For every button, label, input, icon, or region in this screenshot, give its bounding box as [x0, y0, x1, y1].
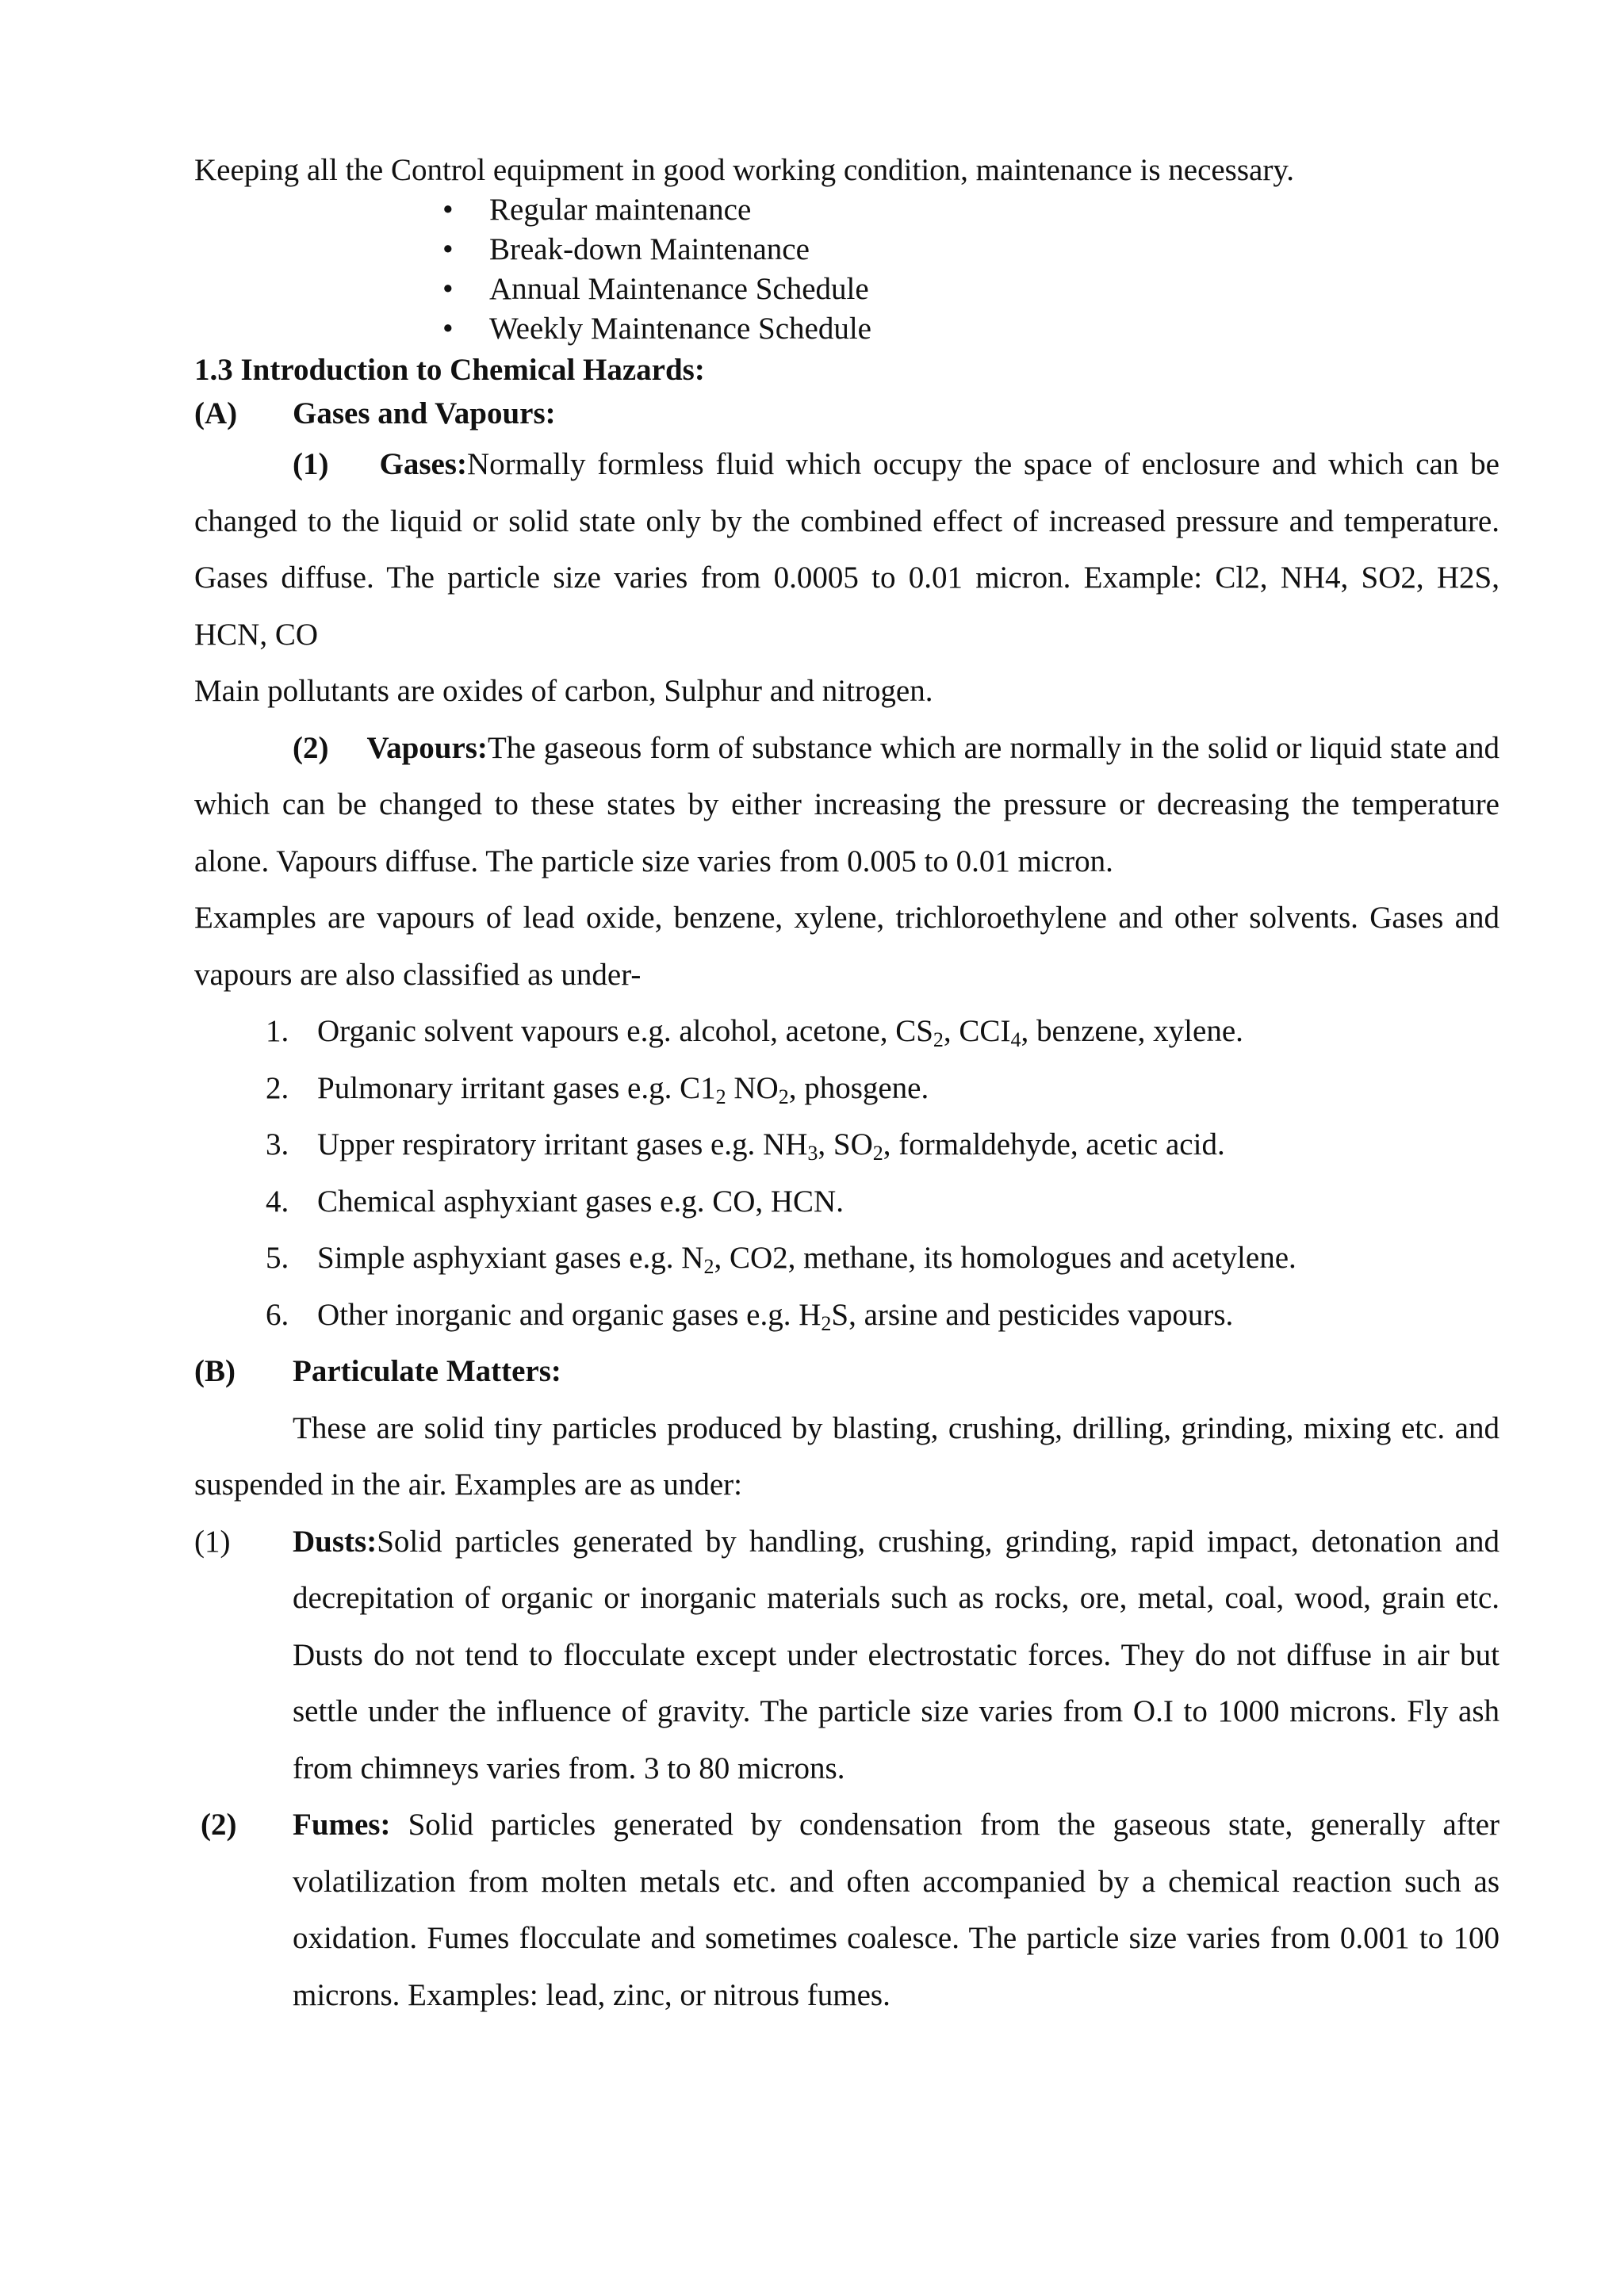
bullet-icon: • [442, 272, 454, 306]
part-b-label: (B) [194, 1354, 236, 1388]
list-item: 6. Other inorganic and organic gases e.g. $H_2S$, arsine and pesticides vapours. [266, 1297, 1234, 1335]
bullet-icon: • [442, 312, 454, 346]
intro-paragraph: Keeping all the Control equipment in good working condition, maintenance is necessary. [194, 153, 1295, 187]
part-a-title: Gases and Vapours: [293, 396, 556, 430]
part-b-heading [194, 1343, 1500, 1400]
dusts-label: (1) [194, 1524, 231, 1559]
document-page [194, 151, 1500, 2023]
part-b-intro: These are solid tiny particles produced by blasting, crushing, drilling, grinding, mixing etc. and suspended in the air. Examples are as under: [194, 1410, 1500, 1502]
vapours-paragraph [194, 720, 1500, 890]
vapours-term: Vapours: [366, 730, 488, 765]
list-item: • Break-down Maintenance [194, 230, 1500, 270]
fumes-label: (2) [201, 1808, 237, 1842]
list-item: 3. Upper respiratory irritant gases e.g. $NH_3$, $SO_2$, formaldehyde, acetic acid. [266, 1127, 1225, 1165]
maintenance-list [194, 190, 1500, 349]
gases-term: Gases: [379, 447, 467, 481]
list-item: 1. Organic solvent vapours e.g. alcohol, acetone, $CS_2$, $CCI_4$, benzene, xylene. [266, 1014, 1243, 1051]
fumes-paragraph [194, 1797, 1500, 2023]
dusts-text: Solid particles generated by handling, crushing, grinding, rapid impact, detonation and decrepitation of organic or inorganic materials such as rocks, ore, metal, coal, wood, grain etc. Dusts do not tend to flocculate except under electrostatic forces. They do not diffuse in air but settle under the influence of gravity. The particle size varies from O.I to 1000 microns. Fly ash from chimneys varies from. 3 to 80 microns. [293, 1524, 1500, 1785]
pollutants-line: Main pollutants are oxides of carbon, Sulphur and nitrogen. [194, 674, 933, 708]
gases-text: Normally formless fluid which occupy the space of enclosure and which can be changed to the liquid or solid state only by the combined effect of increased pressure and temperature. Gases diffuse. The particle size varies from 0.0005 to 0.01 micron. Example: Cl2, NH4, SO2, H2S, HCN, CO [194, 447, 1500, 652]
dusts-paragraph [194, 1513, 1500, 1797]
bullet-icon: • [442, 193, 454, 227]
list-item: • Regular maintenance [194, 190, 1500, 230]
part-a-label: (A) [194, 396, 238, 430]
part-a-heading [194, 392, 1500, 436]
list-item: • Weekly Maintenance Schedule [194, 309, 1500, 349]
gases-paragraph [194, 436, 1500, 663]
fumes-term: Fumes: [293, 1808, 391, 1842]
classification-list [194, 1003, 1500, 1343]
gases-label: (1) [293, 447, 329, 481]
vapours-label: (2) [293, 730, 329, 765]
list-item: 2. Pulmonary irritant gases e.g. $C1_2$ $NO_2$, phosgene. [266, 1070, 929, 1108]
vapours-text: The gaseous form of substance which are normally in the solid or liquid state and which can be changed to these states by either increasing the pressure or decreasing the temperature alone. Vapours diffuse. The particle size varies from 0.005 to 0.01 micron. [194, 730, 1500, 878]
list-item: 4. Chemical asphyxiant gases e.g. CO, HCN. [266, 1184, 844, 1219]
dusts-term: Dusts: [293, 1524, 377, 1559]
section-heading: 1.3 Introduction to Chemical Hazards: [194, 353, 705, 387]
list-item: 5. Simple asphyxiant gases e.g. $N_2$, CO2, methane, its homologues and acetylene. [266, 1241, 1297, 1278]
list-item: • Annual Maintenance Schedule [194, 270, 1500, 309]
vapours-examples: Examples are vapours of lead oxide, benzene, xylene, trichloroethylene and other solvents. Gases and vapours are also classified as under- [194, 901, 1500, 992]
bullet-icon: • [442, 232, 454, 266]
part-b-title: Particulate Matters: [293, 1354, 561, 1388]
fumes-text: Solid particles generated by condensation from the gaseous state, generally after volatilization from molten metals etc. and often accompanied by a chemical reaction such as oxidation. Fumes flocculate and sometimes coalesce. The particle size varies from 0.001 to 100 microns. Examples: lead, zinc, or nitrous fumes. [293, 1808, 1500, 2012]
